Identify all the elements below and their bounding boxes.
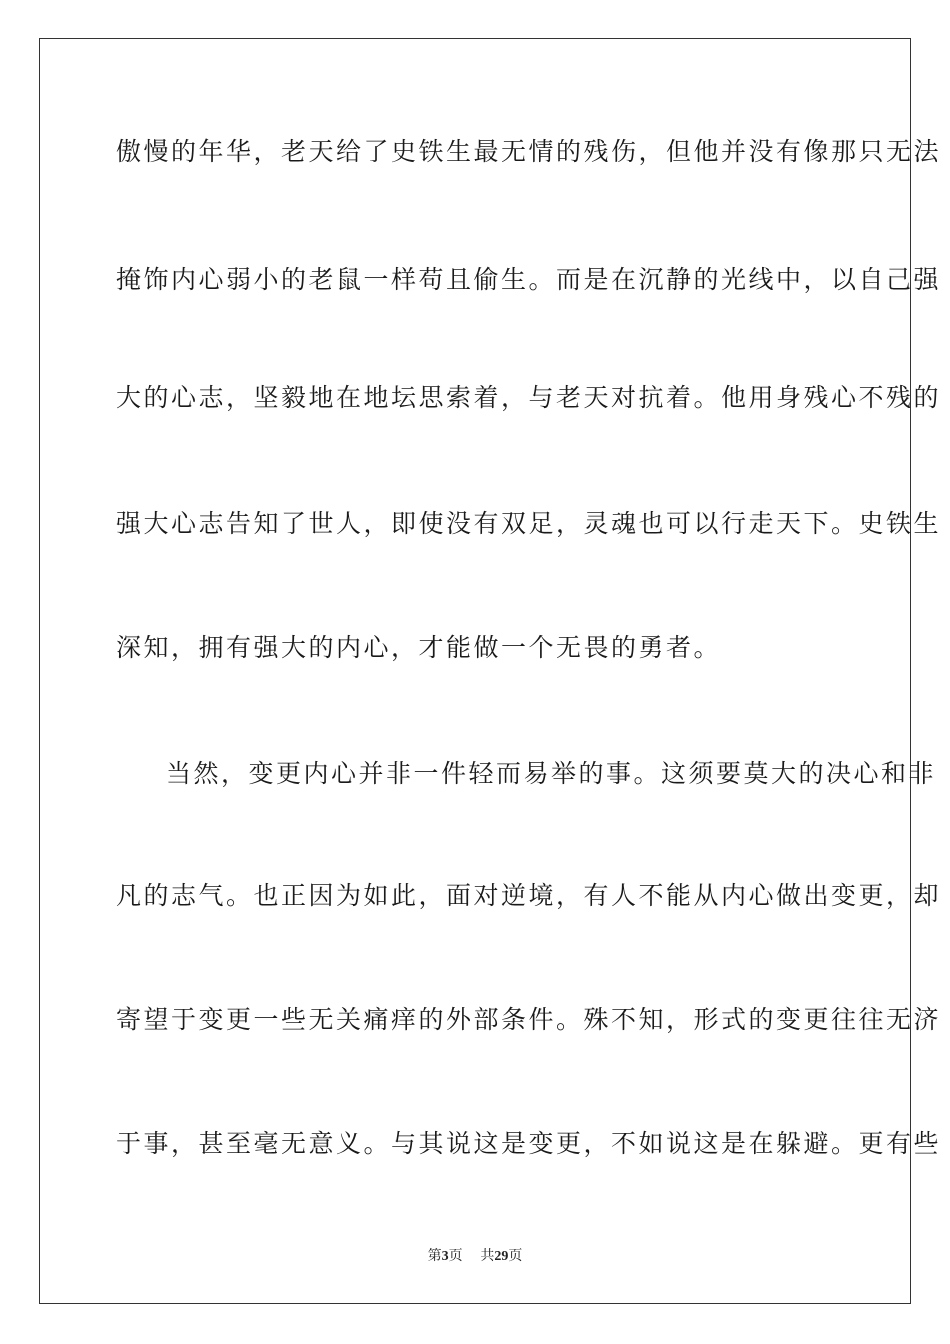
page-prefix: 第	[427, 1248, 442, 1264]
total-prefix: 共	[480, 1248, 495, 1264]
paragraph-line: 掩饰内心弱小的老鼠一样苟且偷生。而是在沉静的光线中，以自己强	[116, 265, 942, 294]
page-number: 3	[441, 1249, 449, 1264]
paragraph-line: 强大心志告知了世人，即使没有双足，灵魂也可以行走天下。史铁生	[116, 509, 942, 538]
paragraph-line: 寄望于变更一些无关痛痒的外部条件。殊不知，形式的变更往往无济	[116, 1005, 942, 1034]
paragraph-line: 当然，变更内心并非一件轻而易举的事。这须要莫大的决心和非	[166, 759, 937, 788]
paragraph-line: 傲慢的年华，老天给了史铁生最无情的残伤，但他并没有像那只无法	[116, 137, 942, 166]
paragraph-line: 于事，甚至毫无意义。与其说这是变更，不如说这是在躲避。更有些	[116, 1129, 942, 1158]
paragraph-line: 深知，拥有强大的内心，才能做一个无畏的勇者。	[116, 633, 722, 662]
total-pages: 29	[494, 1249, 509, 1264]
total-suffix: 页	[508, 1248, 523, 1264]
page-frame	[39, 38, 942, 1304]
page-footer	[0, 1247, 950, 1266]
page-suffix: 页	[448, 1248, 463, 1264]
paragraph-line: 大的心志，坚毅地在地坛思索着，与老天对抗着。他用身残心不残的	[116, 383, 942, 412]
paragraph-line: 凡的志气。也正因为如此，面对逆境，有人不能从内心做出变更，却	[116, 881, 942, 910]
